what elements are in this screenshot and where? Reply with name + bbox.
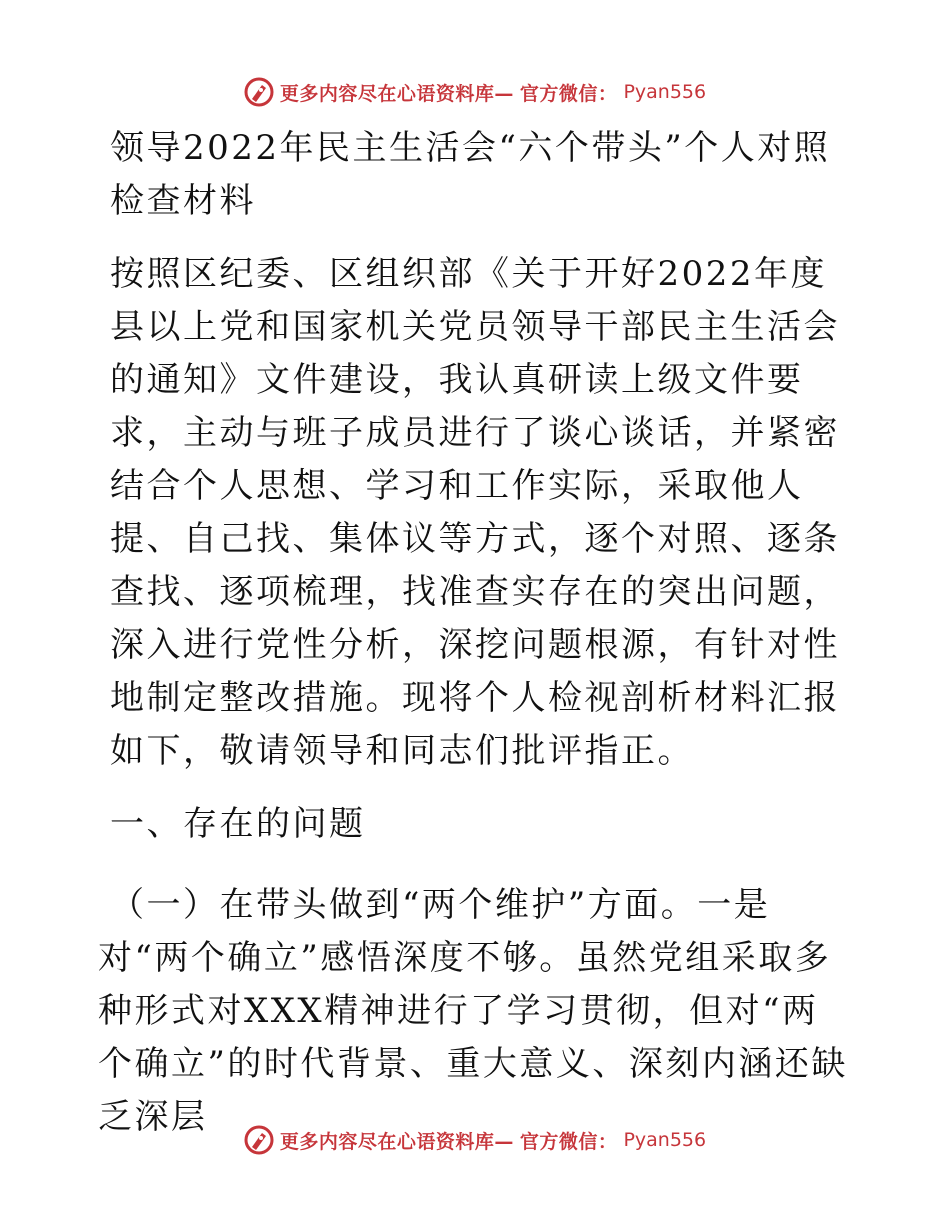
pen-nib-seal-icon <box>244 77 274 107</box>
watermark-handle: Pyan556 <box>623 1129 707 1151</box>
subsection-lead: （一）在带头做到“两个维护”方面。一是 <box>110 885 771 925</box>
document-body <box>98 122 850 1144</box>
intro-paragraph: 按照区纪委、区组织部《关于开好2022年度县以上党和国家机关党员领导干部民主生活会的通知》文件建设，我认真研读上级文件要求，主动与班子成员进行了谈心谈话，并紧密结合个人思想、学习和工作实际，采取他人提、自己找、集体议等方式，逐个对照、逐条查找、逐项梳理，找准查实存在的突出问题，深入进行党性分析，深挖问题根源，有针对性地制定整改措施。现将个人检视剖析材料汇报如下，敬请领导和同志们批评指正。 <box>110 254 840 771</box>
document-title: 领导2022年民主生活会“六个带头”个人对照检查材料 <box>110 128 831 221</box>
section-heading: 一、存在的问题 <box>110 804 366 844</box>
watermark-text: 更多内容尽在心语资料库— <box>279 1130 514 1153</box>
subsection-body: 对“两个确立”感悟深度不够。虽然党组采取多种形式对XXX精神进行了学习贯彻，但对“两个确立”的时代背景、重大意义、深刻内涵还缺乏深层 <box>98 938 848 1137</box>
watermark-text: 更多内容尽在心语资料库— <box>279 82 514 105</box>
pen-nib-seal-icon <box>244 1125 274 1155</box>
watermark-label: 官方微信： <box>519 1130 618 1153</box>
watermark-banner-bottom <box>0 1120 950 1160</box>
watermark-label: 官方微信： <box>519 82 618 105</box>
watermark-banner-top <box>0 72 950 112</box>
watermark-handle: Pyan556 <box>623 81 707 103</box>
